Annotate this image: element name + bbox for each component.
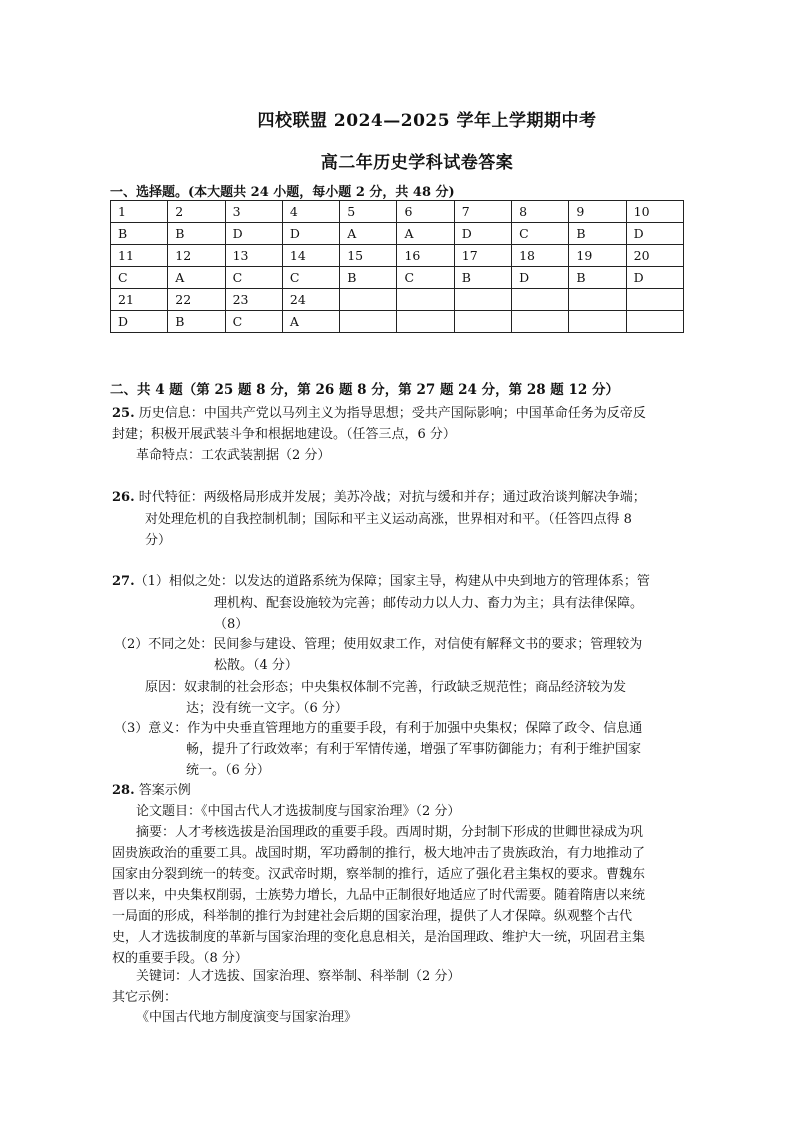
q27-part2-line2: 松散。（4 分） xyxy=(214,658,298,673)
question-number-cell: 17 xyxy=(454,245,511,267)
question-number-cell: 11 xyxy=(111,245,168,267)
q28-abstract-line: 一局面的形成，科举制的推行为封建社会后期的国家治理，提供了人才保障。纵观整个古代 xyxy=(112,909,633,924)
q27-line1 xyxy=(112,571,692,592)
answer-cell: D xyxy=(626,267,683,289)
q26-text-line1: 时代特征：两级格局形成并发展；美苏冷战；对抗与缓和并存；通过政治谈判解决争端； xyxy=(138,490,646,505)
q28-line1 xyxy=(112,780,687,801)
question-number-cell xyxy=(569,289,626,311)
answer-table xyxy=(110,200,684,333)
question-number-cell: 9 xyxy=(569,201,626,223)
section2-heading: 二、共 4 题（第 25 题 8 分，第 26 题 8 分，第 27 题 24 分，第 28 题 12 分） xyxy=(110,382,619,398)
question-number-cell: 5 xyxy=(340,201,397,223)
answer-cell xyxy=(454,311,511,333)
question-number-cell: 21 xyxy=(111,289,168,311)
answer-cell: C xyxy=(282,267,339,289)
q27-part2-line1 xyxy=(114,634,689,655)
answer-cell: D xyxy=(626,223,683,245)
answer-cell xyxy=(512,311,569,333)
answer-cell: C xyxy=(397,267,454,289)
question-number-row xyxy=(111,201,684,223)
q28-abstract-line: 权的重要手段。（8 分） xyxy=(112,951,248,966)
q27-part3-line2: 畅，提升了行政效率；有利于军情传递，增强了军事防御能力；有利于维护国家 xyxy=(186,742,642,757)
q25-text-line2: 封建；积极开展武装斗争和根据地建设。（任答三点，6 分） xyxy=(112,427,456,442)
q27-part3-line1 xyxy=(114,718,689,739)
question-number-cell xyxy=(454,289,511,311)
answer-row xyxy=(111,267,684,289)
question-number-cell: 6 xyxy=(397,201,454,223)
answer-row xyxy=(111,311,684,333)
answer-cell: D xyxy=(282,223,339,245)
q26-line1 xyxy=(112,487,687,508)
answer-cell: B xyxy=(168,223,225,245)
question-number-cell: 23 xyxy=(225,289,282,311)
answer-cell: C xyxy=(225,267,282,289)
question-number-cell: 20 xyxy=(626,245,683,267)
question-number-cell: 8 xyxy=(512,201,569,223)
question-number-cell xyxy=(512,289,569,311)
answer-cell: A xyxy=(282,311,339,333)
q26-number: 26. xyxy=(112,490,135,505)
section1-heading: 一、选择题。(本大题共 24 小题，每小题 2 分，共 48 分) xyxy=(110,185,455,200)
q28-abstract-line: 史，人才选拔制度的革新与国家治理的变化息息相关，是治国理政、维护大一统，巩固君主集 xyxy=(112,930,646,945)
answer-row xyxy=(111,223,684,245)
question-number-cell: 15 xyxy=(340,245,397,267)
question-number-cell: 3 xyxy=(225,201,282,223)
question-number-cell: 1 xyxy=(111,201,168,223)
q27-reason-line1 xyxy=(145,677,685,698)
answer-cell xyxy=(626,311,683,333)
question-number-cell xyxy=(626,289,683,311)
question-number-cell: 13 xyxy=(225,245,282,267)
answer-cell: B xyxy=(111,223,168,245)
q28-other-example: 《中国古代地方制度演变与国家治理》 xyxy=(136,1010,358,1025)
answer-cell xyxy=(397,311,454,333)
q28-abstract-line: 国家由分裂到统一的转变。汉武帝时期，察举制的推行，适应了强化君主集权的要求。曹魏东 xyxy=(112,867,646,882)
question-number-row xyxy=(111,245,684,267)
q25-number: 25. xyxy=(112,406,135,421)
question-number-cell: 14 xyxy=(282,245,339,267)
question-number-cell: 22 xyxy=(168,289,225,311)
question-number-cell: 24 xyxy=(282,289,339,311)
answer-cell: B xyxy=(340,267,397,289)
exam-title: 四校联盟 2024—2025 学年上学期期中考 xyxy=(257,111,597,131)
q27-part1-label: （1）相似之处： xyxy=(134,574,234,589)
answer-cell: B xyxy=(454,267,511,289)
question-number-cell: 19 xyxy=(569,245,626,267)
answer-cell: C xyxy=(512,223,569,245)
q28-other-label: 其它示例： xyxy=(112,990,178,1005)
q28-abstract-line: 固贵族政治的重要工具。战国时期，军功爵制的推行，极大地冲击了贵族政治，有力地推动了 xyxy=(112,846,646,861)
q27-reason-text1: 奴隶制的社会形态；中央集权体制不完善，行政缺乏规范性；商品经济较为发 xyxy=(184,680,627,695)
answer-cell: A xyxy=(168,267,225,289)
q27-reason-line2: 达；没有统一文字。（6 分） xyxy=(186,701,348,716)
q28-paper-title: 论文题目：《中国古代人才选拔制度与国家治理》（2 分） xyxy=(136,804,461,819)
q28-abstract-line: 摘要：人才考核选拔是治国理政的重要手段。西周时期，分封制下形成的世卿世禄成为巩 xyxy=(136,825,644,840)
q26-text-line3: 分） xyxy=(145,533,172,548)
q25-text-line1: 历史信息：中国共产党以马列主义为指导思想；受共产国际影响；中国革命任务为反帝反 xyxy=(138,406,646,421)
question-number-cell: 7 xyxy=(454,201,511,223)
answer-cell: B xyxy=(168,311,225,333)
q27-part3-text1: 作为中央垂直管理地方的重要手段，有利于加强中央集权；保障了政令、信息通 xyxy=(187,721,643,736)
q28-abstract-line: 晋以来，中央集权削弱，士族势力增长，九品中正制很好地适应了时代需要。随着隋唐以来统 xyxy=(112,888,646,903)
answer-cell: C xyxy=(225,311,282,333)
answer-cell: A xyxy=(397,223,454,245)
question-number-cell: 12 xyxy=(168,245,225,267)
q27-number: 27. xyxy=(112,574,135,589)
q27-part1-line2: 理机构、配套设施较为完善；邮传动力以人力、畜力为主；具有法律保障。 xyxy=(214,596,644,611)
q28-keywords: 关键词：人才选拔、国家治理、察举制、科举制（2 分） xyxy=(136,969,461,984)
question-number-cell: 18 xyxy=(512,245,569,267)
answer-cell: C xyxy=(111,267,168,289)
q27-reason-label: 原因： xyxy=(145,680,185,695)
answer-cell xyxy=(569,311,626,333)
q27-part1-line3: （8） xyxy=(214,617,249,632)
question-number-cell xyxy=(397,289,454,311)
question-number-cell xyxy=(340,289,397,311)
q28-heading: 答案示例 xyxy=(138,783,191,798)
question-number-cell: 10 xyxy=(626,201,683,223)
q28-abstract xyxy=(112,822,690,969)
q28-number: 28. xyxy=(112,783,135,798)
q25-text-line3: 革命特点：工农武装割据（2 分） xyxy=(136,448,331,463)
q27-part3-line3: 统一。（6 分） xyxy=(186,763,270,778)
exam-subtitle: 高二年历史学科试卷答案 xyxy=(320,153,514,173)
question-number-cell: 16 xyxy=(397,245,454,267)
q27-part3-label: （3）意义： xyxy=(114,721,188,736)
q27-part2-label: （2）不同之处： xyxy=(114,637,214,652)
question-number-cell: 4 xyxy=(282,201,339,223)
q26-text-line2: 对处理危机的自我控制机制；国际和平主义运动高涨，世界相对和平。（任答四点得 8 xyxy=(145,512,632,527)
answer-cell xyxy=(340,311,397,333)
q27-part1-line1: 以发达的道路系统为保障；国家主导，构建从中央到地方的管理体系；管 xyxy=(233,574,650,589)
answer-cell: D xyxy=(454,223,511,245)
question-number-row xyxy=(111,289,684,311)
answer-cell: D xyxy=(111,311,168,333)
q25-line1 xyxy=(112,403,687,424)
answer-cell: A xyxy=(340,223,397,245)
question-number-cell: 2 xyxy=(168,201,225,223)
answer-cell: B xyxy=(569,267,626,289)
answer-cell: B xyxy=(569,223,626,245)
answer-cell: D xyxy=(225,223,282,245)
answer-cell: D xyxy=(512,267,569,289)
q27-part2-text1: 民间参与建设、管理；使用奴隶工作，对信使有解释文书的要求；管理较为 xyxy=(213,637,643,652)
